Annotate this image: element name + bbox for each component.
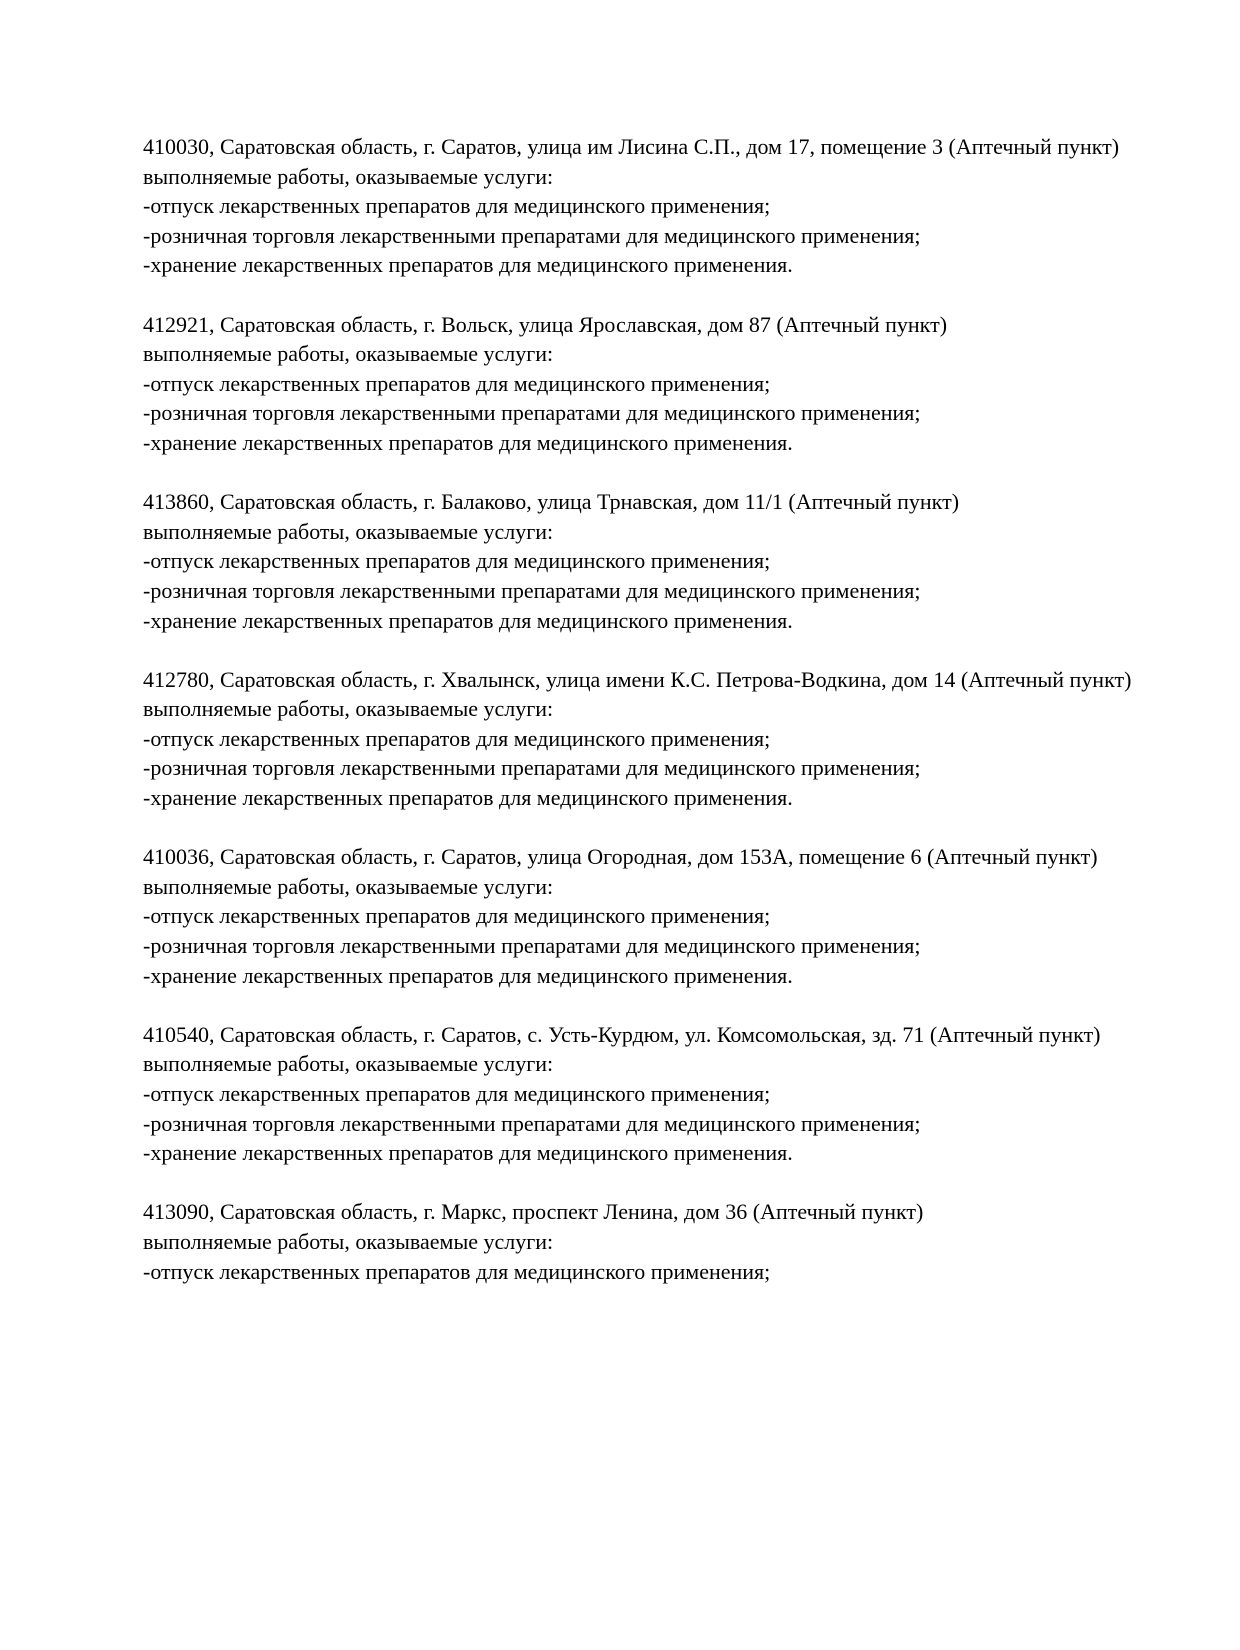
services-label: выполняемые работы, оказываемые услуги: <box>143 163 554 189</box>
service-item: -розничная торговля лекарственными препаратами для медицинского применения; <box>143 400 921 426</box>
service-item: -хранение лекарственных препаратов для медицинского применения. <box>143 962 793 988</box>
pharmacy-entry <box>143 1197 1163 1286</box>
service-item: -хранение лекарственных препаратов для медицинского применения. <box>143 1140 793 1166</box>
service-item: -отпуск лекарственных препаратов для медицинского применения; <box>143 370 771 396</box>
service-item: -отпуск лекарственных препаратов для медицинского применения; <box>143 548 771 574</box>
service-item: -розничная торговля лекарственными препаратами для медицинского применения; <box>143 1110 921 1136</box>
pharmacy-entry <box>143 132 1163 280</box>
service-item: -отпуск лекарственных препаратов для медицинского применения; <box>143 193 771 219</box>
entry-address: 413090, Саратовская область, г. Маркс, проспект Ленина, дом 36 (Аптечный пункт) <box>143 1199 924 1225</box>
service-item: -отпуск лекарственных препаратов для медицинского применения; <box>143 903 771 929</box>
service-item: -розничная торговля лекарственными препаратами для медицинского применения; <box>143 755 921 781</box>
document-body <box>143 132 1163 1316</box>
entry-address: 412921, Саратовская область, г. Вольск, улица Ярославская, дом 87 (Аптечный пункт) <box>143 311 948 337</box>
pharmacy-entry <box>143 310 1163 458</box>
entry-address: 412780, Саратовская область, г. Хвалынск, улица имени К.С. Петрова-Водкина, дом 14 (Аптечный пункт) <box>143 666 1132 692</box>
services-label: выполняемые работы, оказываемые услуги: <box>143 696 554 722</box>
entry-address: 413860, Саратовская область, г. Балаково, улица Трнавская, дом 11/1 (Аптечный пункт) <box>143 489 960 515</box>
service-item: -хранение лекарственных препаратов для медицинского применения. <box>143 429 793 455</box>
services-label: выполняемые работы, оказываемые услуги: <box>143 873 554 899</box>
service-item: -хранение лекарственных препаратов для медицинского применения. <box>143 607 793 633</box>
services-label: выполняемые работы, оказываемые услуги: <box>143 1051 554 1077</box>
pharmacy-entry <box>143 665 1163 813</box>
service-item: -розничная торговля лекарственными препаратами для медицинского применения; <box>143 577 921 603</box>
entry-address: 410030, Саратовская область, г. Саратов, улица им Лисина С.П., дом 17, помещение 3 (Аптечный пункт) <box>143 134 1120 159</box>
pharmacy-entry <box>143 842 1163 990</box>
services-label: выполняемые работы, оказываемые услуги: <box>143 1228 554 1254</box>
service-item: -хранение лекарственных препаратов для медицинского применения. <box>143 252 793 278</box>
pharmacy-entry <box>143 1020 1163 1168</box>
pharmacy-entry <box>143 487 1163 635</box>
service-item: -отпуск лекарственных препаратов для медицинского применения; <box>143 1081 771 1106</box>
service-item: -хранение лекарственных препаратов для медицинского применения. <box>143 785 793 811</box>
service-item: -розничная торговля лекарственными препаратами для медицинского применения; <box>143 933 921 959</box>
services-label: выполняемые работы, оказываемые услуги: <box>143 341 554 367</box>
service-item: -отпуск лекарственных препаратов для медицинского применения; <box>143 1258 771 1284</box>
entry-address: 410036, Саратовская область, г. Саратов, улица Огородная, дом 153А, помещение 6 (Аптечный пункт) <box>143 844 1098 870</box>
services-label: выполняемые работы, оказываемые услуги: <box>143 518 554 544</box>
entry-address: 410540, Саратовская область, г. Саратов, с. Усть-Курдюм, ул. Комсомольская, зд. 71 (Аптечный пункт) <box>143 1021 1101 1047</box>
service-item: -розничная торговля лекарственными препаратами для медицинского применения; <box>143 222 921 248</box>
service-item: -отпуск лекарственных препаратов для медицинского применения; <box>143 725 771 751</box>
